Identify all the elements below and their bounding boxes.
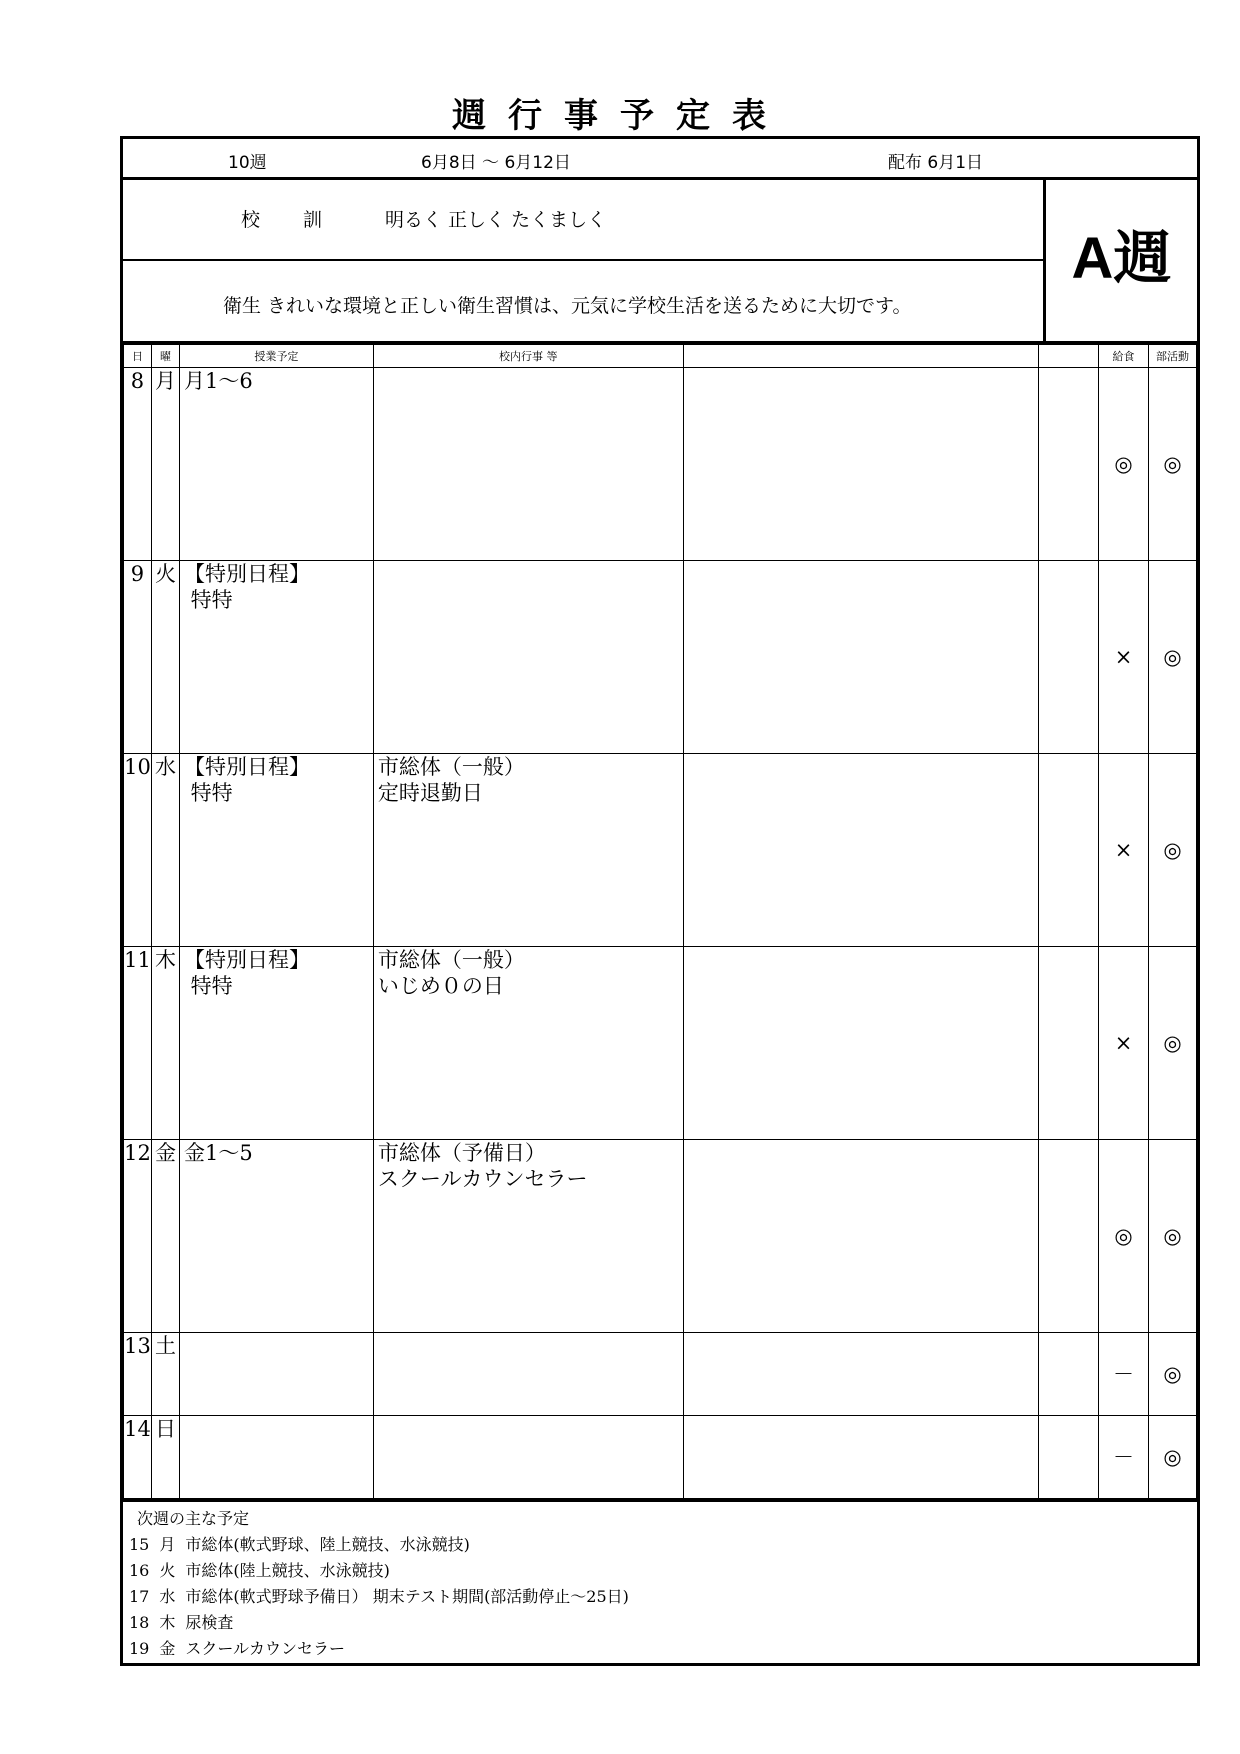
next-week-date: 18 [129,1613,150,1632]
table-row [124,561,1197,754]
day-date: 12 [124,1140,152,1333]
class-schedule [179,1416,373,1499]
club-mark: ◎ [1149,947,1197,1140]
day-date: 11 [124,947,152,1140]
table-row [124,1333,1197,1416]
day-date: 9 [124,561,152,754]
day-date: 13 [124,1333,152,1416]
school-events: 市総体（予備日） スクールカウンセラー [373,1140,683,1333]
blank-cell [1039,561,1099,754]
class-schedule: 【特別日程】 特特 [179,947,373,1140]
motto-label-2: 訓 [303,209,323,231]
week-number: 10週 [228,153,267,173]
blank-cell [683,561,1038,754]
next-week-date: 15 [129,1535,150,1554]
list-item [129,1636,355,1659]
table-row [124,368,1197,561]
health-note [123,259,1043,341]
table-row [124,754,1197,947]
col-header-club: 部活動 [1149,345,1197,368]
blank-cell [683,1416,1038,1499]
blank-cell [683,754,1038,947]
next-week-notes [123,1499,1197,1663]
club-mark: ◎ [1149,1333,1197,1416]
blank-cell [1039,754,1099,947]
page-title: 週行事予定表 [452,96,788,136]
day-of-week: 火 [151,561,179,754]
school-events [373,1333,683,1416]
col-header-blank [1039,345,1099,368]
school-events: 市総体（一般） 定時退勤日 [373,754,683,947]
school-events [373,1416,683,1499]
next-week-text: 尿検査 [185,1613,234,1632]
school-events [373,561,683,754]
list-item [129,1584,639,1607]
school-events [373,368,683,561]
class-schedule: 【特別日程】 特特 [179,754,373,947]
next-week-text: 市総体(陸上競技、水泳競技) [185,1561,390,1580]
day-of-week: 木 [151,947,179,1140]
day-date: 14 [124,1416,152,1499]
schedule-frame [120,136,1200,1666]
col-header-dow: 曜 [151,345,179,368]
header-row [123,139,1197,180]
next-week-dow: 火 [159,1561,176,1580]
list-item [129,1610,243,1633]
next-week-text: 市総体(軟式野球、陸上競技、水泳競技) [185,1535,470,1554]
col-header-events: 校内行事 等 [373,345,683,368]
next-week-text: スクールカウンセラー [185,1639,346,1658]
next-week-dow: 木 [159,1613,176,1632]
day-date: 8 [124,368,152,561]
next-week-title: 次週の主な予定 [137,1509,250,1528]
club-mark: ◎ [1149,368,1197,561]
lunch-mark: × [1099,561,1149,754]
next-week-dow: 月 [159,1535,176,1554]
lunch-mark: × [1099,947,1149,1140]
col-header-lunch: 給食 [1099,345,1149,368]
blank-cell [683,1140,1038,1333]
schedule-table [123,344,1197,1499]
class-schedule [179,1333,373,1416]
distribution-date: 配布 6月1日 [888,153,984,173]
col-header-blank [683,345,1038,368]
next-week-date: 19 [129,1639,150,1658]
col-header-date: 日 [124,345,152,368]
school-motto [123,177,1043,261]
table-row [124,947,1197,1140]
class-schedule: 金1～5 [179,1140,373,1333]
class-schedule: 【特別日程】 特特 [179,561,373,754]
blank-cell [683,1333,1038,1416]
table-row [124,1140,1197,1333]
next-week-text: 市総体(軟式野球予備日） 期末テスト期間(部活動停止～25日) [185,1587,629,1606]
day-of-week: 日 [151,1416,179,1499]
week-type-badge: A週 [1043,177,1197,341]
blank-cell [683,368,1038,561]
club-mark: ◎ [1149,754,1197,947]
lunch-mark: － [1099,1416,1149,1499]
next-week-dow: 水 [159,1587,176,1606]
blank-cell [1039,368,1099,561]
lunch-mark: － [1099,1333,1149,1416]
health-text: 衛生 きれいな環境と正しい衛生習慣は、元気に学校生活を送るために大切です。 [223,295,912,317]
blank-cell [1039,1140,1099,1333]
day-of-week: 水 [151,754,179,947]
week-period: 6月8日 ～ 6月12日 [421,153,571,173]
next-week-dow: 金 [159,1639,176,1658]
col-header-classes: 授業予定 [179,345,373,368]
day-of-week: 月 [151,368,179,561]
table-header-row [124,345,1197,368]
blank-cell [1039,1416,1099,1499]
day-of-week: 金 [151,1140,179,1333]
motto-text: 明るく 正しく たくましく [385,209,607,231]
blank-cell [683,947,1038,1140]
lunch-mark: × [1099,754,1149,947]
club-mark: ◎ [1149,561,1197,754]
club-mark: ◎ [1149,1416,1197,1499]
list-item [129,1532,480,1555]
lunch-mark: ◎ [1099,1140,1149,1333]
motto-label-1: 校 [241,209,261,231]
blank-cell [1039,947,1099,1140]
table-row [124,1416,1197,1499]
next-week-date: 16 [129,1561,150,1580]
day-date: 10 [124,754,152,947]
next-week-date: 17 [129,1587,150,1606]
day-of-week: 土 [151,1333,179,1416]
list-item [129,1558,400,1581]
lunch-mark: ◎ [1099,368,1149,561]
class-schedule: 月1～6 [179,368,373,561]
club-mark: ◎ [1149,1140,1197,1333]
school-events: 市総体（一般） いじめ０の日 [373,947,683,1140]
blank-cell [1039,1333,1099,1416]
